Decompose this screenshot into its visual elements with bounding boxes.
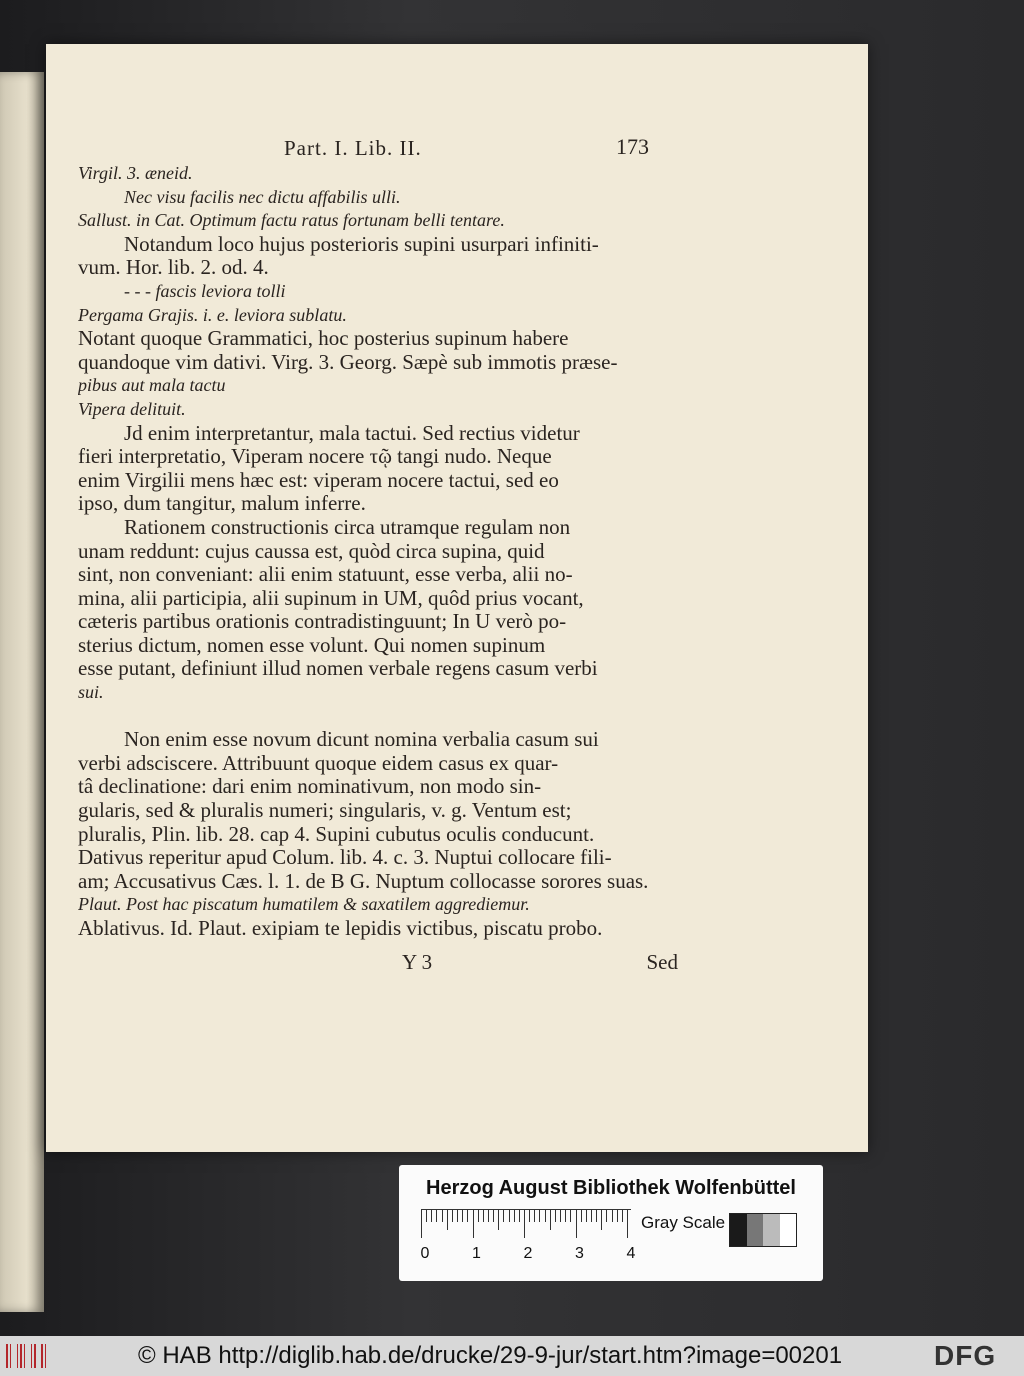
page-foot xyxy=(78,950,678,975)
barcode-bar xyxy=(13,1344,15,1368)
ruler-tick xyxy=(576,1210,577,1238)
ruler-tick xyxy=(514,1210,515,1222)
ruler-number: 0 xyxy=(420,1245,430,1262)
ruler-tick xyxy=(431,1210,432,1222)
ruler-tick xyxy=(426,1210,427,1222)
running-head: Part. I. Lib. II. xyxy=(284,136,422,160)
ruler-scale xyxy=(421,1209,631,1240)
ruler-tick xyxy=(612,1210,613,1222)
text-line: Nec visu facilis nec dictu affabilis ulli. xyxy=(124,186,401,207)
ruler-number: 2 xyxy=(523,1245,533,1262)
gray-scale-label: Gray Scale xyxy=(641,1213,726,1232)
text-line: gularis, sed & pluralis numeri; singularis, v. g. Ventum est; xyxy=(78,799,572,823)
text-line: sint, non conveniant: alii enim statuunt, esse verba, alii no- xyxy=(78,563,573,587)
book-page xyxy=(46,44,868,1152)
text-line: enim Virgilii mens hæc est: viperam nocere tactui, sed eo xyxy=(78,468,559,492)
barcode-bar xyxy=(20,1344,22,1368)
barcode-bar xyxy=(10,1344,12,1368)
text-line: Vipera delituit. xyxy=(78,398,186,419)
ruler-tick xyxy=(421,1210,422,1238)
barcode-bar xyxy=(17,1344,19,1368)
gray-scale-swatches xyxy=(729,1213,797,1247)
text-line: pibus aut mala tactu xyxy=(78,375,226,396)
ruler-number: 4 xyxy=(626,1245,636,1262)
text-line: Rationem constructionis circa utramque regulam non xyxy=(124,515,571,539)
text-line: Pergama Grajis. i. e. leviora sublatu. xyxy=(78,304,347,325)
text-line: am; Accusativus Cæs. l. 1. de B G. Nuptum collocasse sorores suas. xyxy=(78,869,649,893)
text-line: sterius dictum, nomen esse volunt. Qui nomen supinum xyxy=(78,633,546,657)
footer-url[interactable]: © HAB http://diglib.hab.de/drucke/29-9-jur/start.htm?image=00201 xyxy=(138,1342,843,1369)
text-line: Sallust. in Cat. Optimum factu ratus fortunam belli tentare. xyxy=(78,210,505,231)
barcode-bar xyxy=(27,1344,29,1368)
page-number: 173 xyxy=(616,134,649,159)
text-line: Ablativus. Id. Plaut. exipiam te lepidis victibus, piscatu probo. xyxy=(78,917,603,940)
ruler-tick xyxy=(606,1210,607,1222)
ruler-tick xyxy=(596,1210,597,1222)
ruler-number: 1 xyxy=(472,1245,481,1262)
gray-swatch xyxy=(763,1214,780,1246)
ruler-tick xyxy=(539,1210,540,1222)
ruler-tick xyxy=(436,1210,437,1222)
ruler-tick xyxy=(509,1210,510,1222)
gray-swatch xyxy=(780,1214,797,1246)
ruler-tick xyxy=(560,1210,561,1222)
text-line: Plaut. Post hac piscatum humatilem & saxatilem aggrediemur. xyxy=(78,894,530,915)
ruler-tick xyxy=(591,1210,592,1222)
text-line: unam reddunt: cujus caussa est, quòd circa supina, quid xyxy=(78,539,545,563)
ruler-tick xyxy=(555,1210,556,1222)
ruler-tick xyxy=(442,1210,443,1222)
text-line: fieri interpretatio, Viperam nocere τῷ tangi nudo. Neque xyxy=(78,445,552,469)
ruler-tick xyxy=(457,1210,458,1222)
ruler-tick xyxy=(467,1210,468,1222)
catchword: Sed xyxy=(646,950,678,974)
ruler-tick xyxy=(545,1210,546,1222)
text-line: vum. Hor. lib. 2. od. 4. xyxy=(78,256,269,280)
ruler-tick xyxy=(462,1210,463,1222)
ruler-tick xyxy=(534,1210,535,1222)
text-line: - - - fascis leviora tolli xyxy=(124,280,286,301)
ruler-tick xyxy=(478,1210,479,1222)
ruler-tick xyxy=(617,1210,618,1222)
ruler-tick xyxy=(524,1210,525,1238)
ruler-tick xyxy=(447,1210,448,1230)
barcode-bar xyxy=(45,1344,47,1368)
ruler-tick xyxy=(503,1210,504,1222)
text-line: Notant quoque Grammatici, hoc posterius supinum habere xyxy=(78,327,569,351)
text-line: ipso, dum tangitur, malum inferre. xyxy=(78,492,366,516)
ruler-tick xyxy=(488,1210,489,1222)
text-line xyxy=(78,705,678,729)
gray-swatch xyxy=(747,1214,764,1246)
page-text xyxy=(78,162,678,941)
library-name: Herzog August Bibliothek Wolfenbüttel xyxy=(426,1177,796,1199)
hab-logo-icon xyxy=(6,1344,46,1368)
barcode-bar xyxy=(38,1344,40,1368)
text-line: Notandum loco hujus posterioris supini usurpari infiniti- xyxy=(124,232,599,256)
text-line: tâ declinatione: dari enim nominativum, non modo sin- xyxy=(78,775,542,799)
text-line: Dativus reperitur apud Colum. lib. 4. c. 3. Nuptui collocare fili- xyxy=(78,846,612,870)
text-line: mina, alii participia, alii supinum in UM, quôd prius vocant, xyxy=(78,586,584,610)
ruler-tick xyxy=(529,1210,530,1222)
ruler-tick xyxy=(570,1210,571,1222)
facing-page-edge xyxy=(0,72,44,1312)
viewer-footer xyxy=(0,1336,1024,1376)
ruler-tick xyxy=(519,1210,520,1222)
ruler-tick xyxy=(601,1210,602,1230)
barcode-bar xyxy=(24,1344,26,1368)
dfg-logo: DFG xyxy=(934,1340,997,1371)
text-line: pluralis, Plin. lib. 28. cap 4. Supini cubutus oculis conducunt. xyxy=(78,822,595,846)
text-line: verbi adsciscere. Attribuunt quoque eidem casus ex quar- xyxy=(78,751,559,775)
color-calibration-card xyxy=(399,1165,823,1281)
ruler-tick xyxy=(581,1210,582,1222)
signature-mark: Y 3 xyxy=(402,950,433,974)
text-line: esse putant, definiunt illud nomen verbale regens casum verbi xyxy=(78,657,598,681)
text-line: Virgil. 3. æneid. xyxy=(78,163,193,183)
text-line: sui. xyxy=(78,682,104,703)
text-line: Jd enim interpretantur, mala tactui. Sed rectius videtur xyxy=(124,421,580,445)
ruler-tick xyxy=(473,1210,474,1238)
ruler-tick xyxy=(622,1210,623,1222)
ruler-tick xyxy=(483,1210,484,1222)
ruler-tick xyxy=(498,1210,499,1230)
text-line: Non enim esse novum dicunt nomina verbalia casum sui xyxy=(124,728,599,752)
gray-swatch xyxy=(730,1214,747,1246)
barcode-bar xyxy=(34,1344,36,1368)
ruler-tick xyxy=(550,1210,551,1230)
ruler-number: 3 xyxy=(575,1245,584,1262)
barcode-bar xyxy=(6,1344,8,1368)
barcode-bar xyxy=(41,1344,43,1368)
ruler-tick xyxy=(493,1210,494,1222)
ruler-tick xyxy=(627,1210,628,1238)
text-line: quandoque vim dativi. Virg. 3. Georg. Sæpè sub immotis præse- xyxy=(78,350,618,374)
text-line: cæteris partibus orationis contradistinguunt; In U verò po- xyxy=(78,610,567,634)
barcode-bar xyxy=(31,1344,33,1368)
ruler-tick xyxy=(586,1210,587,1222)
ruler-tick xyxy=(452,1210,453,1222)
ruler-tick xyxy=(565,1210,566,1222)
